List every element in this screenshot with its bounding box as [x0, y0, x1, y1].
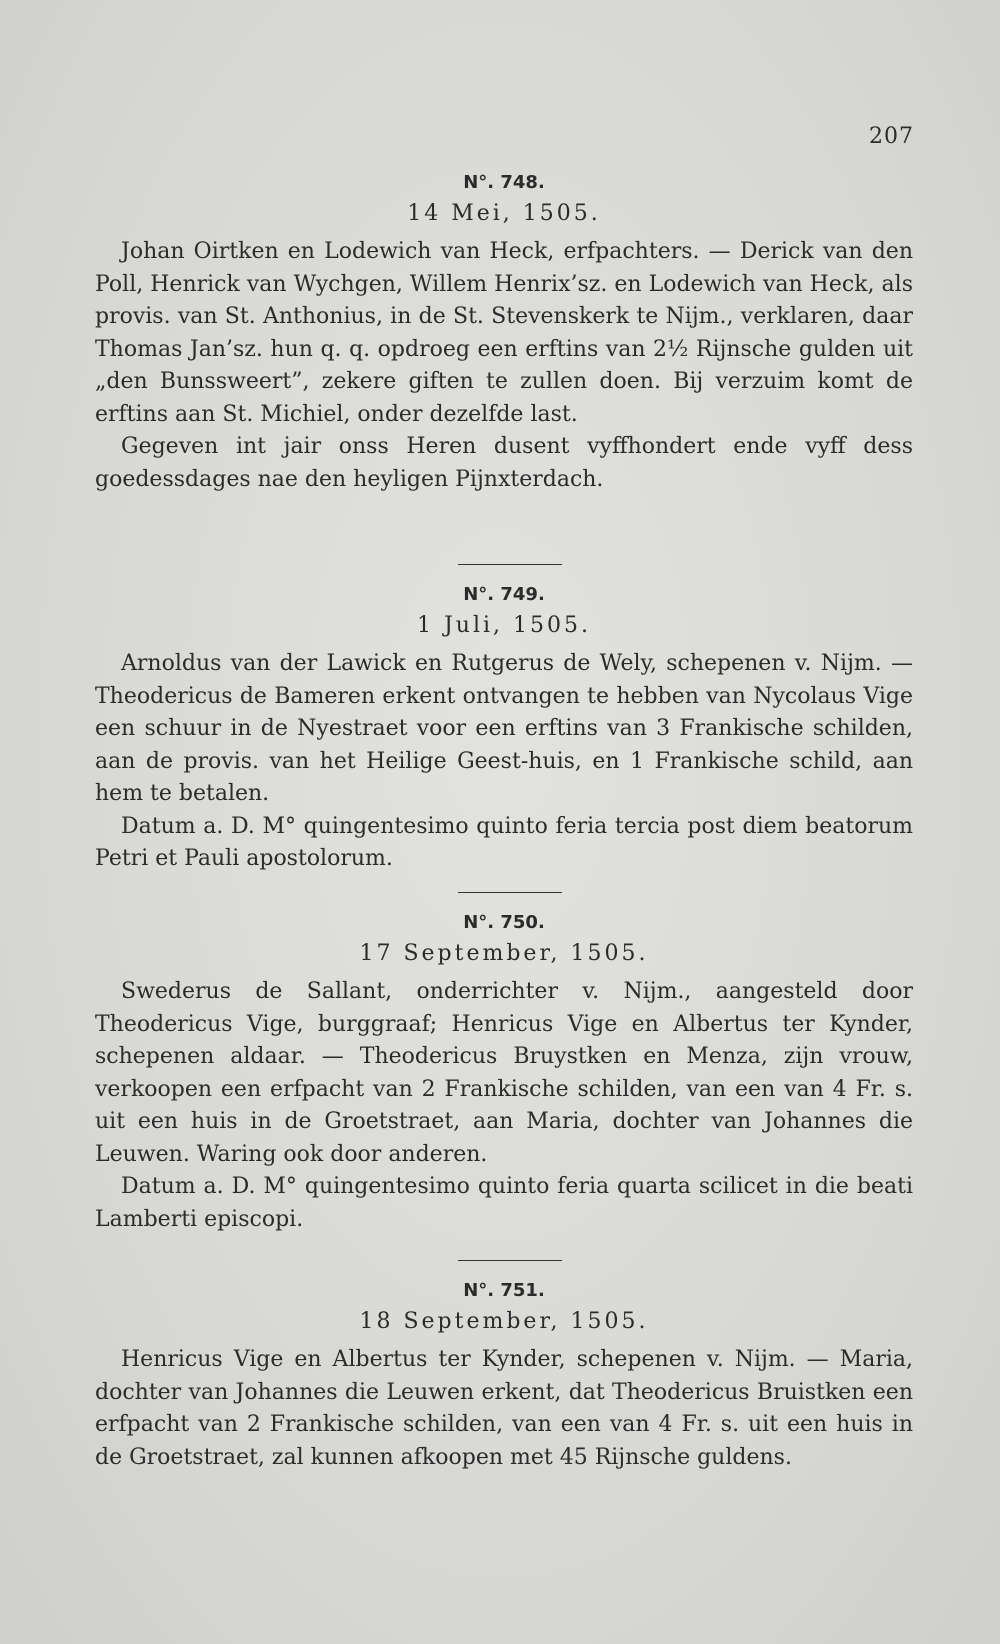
- separator-rule: [458, 892, 562, 893]
- entry-number: N°. 751.: [463, 1280, 545, 1301]
- entry-dating-clause: Gegeven int jair onss Heren dusent vyffhondert ende vyff dess goedessdages nae den heyligen Pijnxterdach.: [95, 434, 913, 492]
- entry-751: [95, 1280, 913, 1474]
- entry-summary: Henricus Vige en Albertus ter Kynder, schepenen v. Nijm. — Maria, dochter van Johannes die Leuwen erkent, dat Theodericus Bruistken een erfpacht van 2 Frankische schilden, van een van 4 Fr. s. uit een huis in de Groetstraet, zal kunnen afkoopen met 45 Rijnsche guldens.: [95, 1347, 913, 1470]
- entry-number: N°. 749.: [463, 584, 545, 605]
- page-number: 207: [869, 124, 914, 149]
- separator-rule: [458, 1260, 562, 1261]
- entry-dating-clause: Datum a. D. M° quingentesimo quinto feria quarta scilicet in die beati Lamberti episcopi.: [95, 1174, 913, 1232]
- entry-date: 14 Mei, 1505.: [407, 201, 601, 226]
- entry-748: [95, 172, 913, 496]
- entry-date: 1 Juli, 1505.: [416, 613, 592, 638]
- entry-dating-clause: Datum a. D. M° quingentesimo quinto feria tercia post diem beatorum Petri et Pauli apostolorum.: [95, 813, 913, 871]
- separator-rule: [458, 564, 562, 565]
- entry-date: 18 September, 1505.: [359, 1309, 649, 1334]
- entry-749: [95, 584, 913, 876]
- entry-date: 17 September, 1505.: [359, 941, 649, 966]
- entry-750: [95, 912, 913, 1236]
- entry-number: N°. 750.: [463, 912, 545, 933]
- entry-summary: Johan Oirtken en Lodewich van Heck, erfpachters. — Derick van den Poll, Henrick van Wychgen, Willem Henrix’sz. en Lodewich van Heck, als provis. van St. Anthonius, in de St. Stevenskerk te Nijm., verklaren, daar Thomas Jan’sz. hun q. q. opdroeg een erftins van 2½ Rijnsche gulden uit „den Bunssweert”, zekere giften te zullen doen. Bij verzuim komt de erftins aan St. Michiel, onder dezelfde last.: [95, 239, 913, 427]
- entry-summary: Arnoldus van der Lawick en Rutgerus de Wely, schepenen v. Nijm. — Theodericus de Bameren erkent ontvangen te hebben van Nycolaus Vige een schuur in de Nyestraet voor een erftins van 3 Frankische schilden, aan de provis. van het Heilige Geest-huis, en 1 Frankische schild, aan hem te betalen.: [95, 651, 913, 806]
- entry-number: N°. 748.: [463, 172, 545, 193]
- entry-summary: Swederus de Sallant, onderrichter v. Nijm., aangesteld door Theodericus Vige, burggraaf; Henricus Vige en Albertus ter Kynder, schepenen aldaar. — Theodericus Bruystken en Menza, zijn vrouw, verkoopen een erfpacht van 2 Frankische schilden, van een van 4 Fr. s. uit een huis in de Groetstraet, aan Maria, dochter van Johannes die Leuwen. Waring ook door anderen.: [95, 979, 913, 1167]
